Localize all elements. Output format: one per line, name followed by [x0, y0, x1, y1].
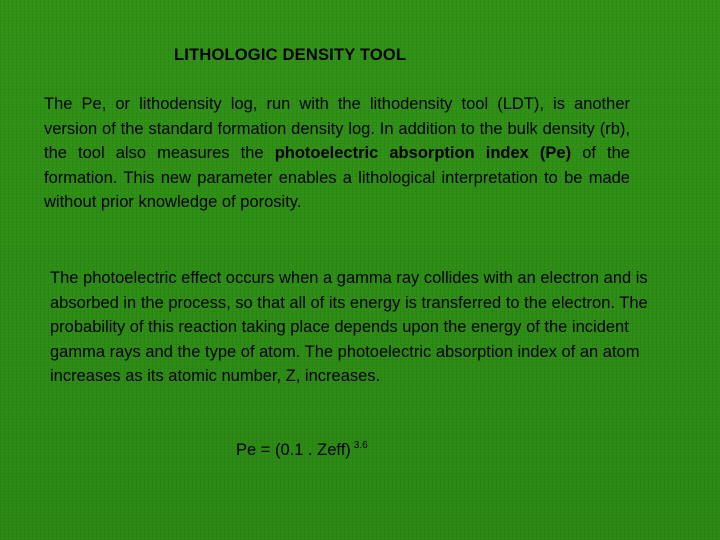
- pe-formula: [236, 440, 368, 460]
- paragraph-1-text-b: of the formation. This new parameter enables a lithological interpretation to be made without prior knowledge of porosity.: [44, 144, 630, 212]
- formula-exponent: 3.6: [353, 440, 368, 451]
- formula-main: Pe = (0.1 . Zeff): [236, 441, 351, 459]
- paragraph-1-bold-term: photoelectric absorption index (Pe): [274, 144, 572, 163]
- slide-title: LITHOLOGIC DENSITY TOOL: [174, 46, 407, 64]
- paragraph-lithodensity: [44, 92, 630, 215]
- paragraph-1-text-a: The Pe, or lithodensity log, run with the lithodensity tool (LDT), is another version of the standard formation density log. In addition to the bulk density (rb), the tool also measures the: [44, 95, 630, 163]
- paragraph-photoelectric-effect: The photoelectric effect occurs when a gamma ray collides with an electron and is absorbed in the process, so that all of its energy is transferred to the electron. The probability of this reaction taking place depends upon the energy of the incident gamma rays and the type of atom. The photoelectric absorption index of an atom increases as its atomic number, Z, increases.: [50, 269, 648, 386]
